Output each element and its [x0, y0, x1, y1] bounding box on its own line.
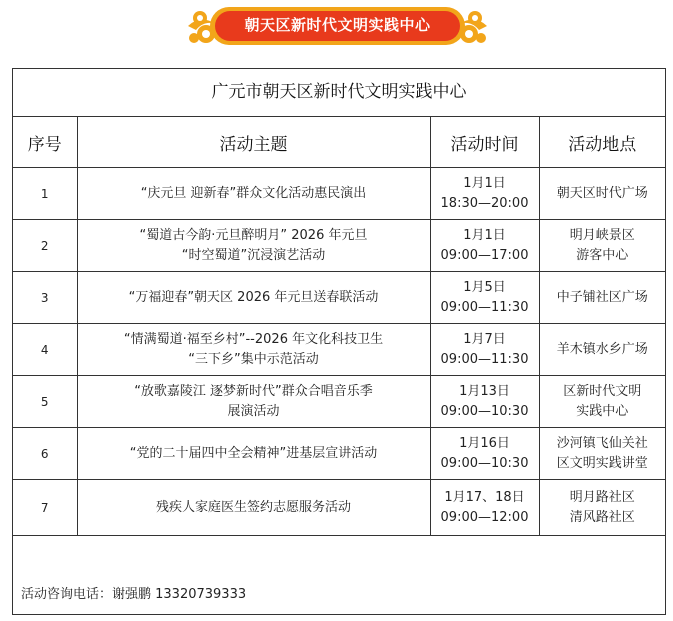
row-number: 1 [13, 168, 77, 220]
table-row [13, 376, 665, 428]
row-number: 5 [13, 376, 77, 428]
place-line: 明月路社区 [569, 489, 635, 505]
topic-line: “党的二十届四中全会精神”进基层宣讲活动 [129, 445, 378, 461]
row-place [539, 220, 665, 272]
row-time-range: 09:00—11:30 [440, 299, 529, 315]
row-date: 1月13日 [459, 383, 510, 399]
row-topic [77, 220, 430, 272]
place-line: 中子铺社区广场 [556, 289, 648, 305]
row-date: 1月17、18日 [444, 489, 525, 505]
row-topic [77, 376, 430, 428]
row-topic [77, 272, 430, 324]
row-place [539, 168, 665, 220]
row-place [539, 428, 665, 480]
table-header-row [13, 117, 665, 168]
row-number: 7 [13, 480, 77, 536]
table-title: 广元市朝天区新时代文明实践中心 [13, 69, 665, 117]
row-time [430, 428, 539, 480]
row-time [430, 272, 539, 324]
table-row [13, 168, 665, 220]
topic-line: “万福迎春”朝天区 2026 年元旦送春联活动 [128, 289, 379, 305]
table-row [13, 272, 665, 324]
topic-line: 展演活动 [227, 403, 280, 419]
topic-line: “三下乡”集中示范活动 [188, 351, 319, 367]
table-row [13, 220, 665, 272]
row-date: 1月16日 [459, 435, 510, 451]
column-header-topic: 活动主题 [77, 117, 430, 168]
schedule-table-frame [12, 68, 666, 615]
row-time-range: 09:00—17:00 [440, 247, 529, 263]
place-line: 实践中心 [576, 403, 629, 419]
topic-line: “放歌嘉陵江 逐梦新时代”群众合唱音乐季 [134, 383, 373, 399]
row-topic [77, 480, 430, 536]
place-line: 游客中心 [576, 247, 629, 263]
row-topic [77, 428, 430, 480]
row-date: 1月7日 [463, 331, 506, 347]
row-time-range: 18:30—20:00 [440, 195, 529, 211]
schedule-table [13, 116, 665, 536]
place-line: 区新时代文明 [563, 383, 642, 399]
row-place [539, 376, 665, 428]
place-line: 区文明实践讲堂 [556, 455, 648, 471]
row-number: 4 [13, 324, 77, 376]
header-banner [186, 4, 489, 48]
topic-line: 残疾人家庭医生签约志愿服务活动 [155, 499, 351, 515]
row-date: 1月5日 [463, 279, 506, 295]
row-place [539, 480, 665, 536]
place-line: 朝天区时代广场 [556, 185, 648, 201]
row-time-range: 09:00—11:30 [440, 351, 529, 367]
row-time-range: 09:00—12:00 [440, 509, 529, 525]
column-header-number: 序号 [13, 117, 77, 168]
banner-title: 朝天区新时代文明实践中心 [244, 16, 431, 34]
row-time [430, 220, 539, 272]
row-time [430, 168, 539, 220]
row-number: 3 [13, 272, 77, 324]
row-place [539, 272, 665, 324]
topic-line: “时空蜀道”沉浸演艺活动 [181, 247, 326, 263]
table-row [13, 324, 665, 376]
row-time-range: 09:00—10:30 [440, 403, 529, 419]
place-line: 沙河镇飞仙关社 [556, 435, 648, 451]
place-line: 明月峡景区 [569, 227, 635, 243]
table-row [13, 480, 665, 536]
row-time [430, 324, 539, 376]
column-header-time: 活动时间 [430, 117, 539, 168]
topic-line: “庆元旦 迎新春”群众文化活动惠民演出 [140, 185, 367, 201]
row-date: 1月1日 [463, 227, 506, 243]
place-line: 羊木镇水乡广场 [556, 341, 648, 357]
column-header-place: 活动地点 [539, 117, 665, 168]
table-row [13, 428, 665, 480]
topic-line: “情满蜀道·福至乡村”--2026 年文化科技卫生 [123, 331, 384, 347]
row-number: 2 [13, 220, 77, 272]
row-topic [77, 168, 430, 220]
row-place [539, 324, 665, 376]
row-date: 1月1日 [463, 175, 506, 191]
row-time-range: 09:00—10:30 [440, 455, 529, 471]
row-number: 6 [13, 428, 77, 480]
row-time [430, 376, 539, 428]
row-topic [77, 324, 430, 376]
topic-line: “蜀道古今韵·元旦醉明月” 2026 年元旦 [139, 227, 368, 243]
row-time [430, 480, 539, 536]
place-line: 清风路社区 [569, 509, 635, 525]
contact-footer: 活动咨询电话：谢强鹏 13320739333 [21, 587, 247, 602]
